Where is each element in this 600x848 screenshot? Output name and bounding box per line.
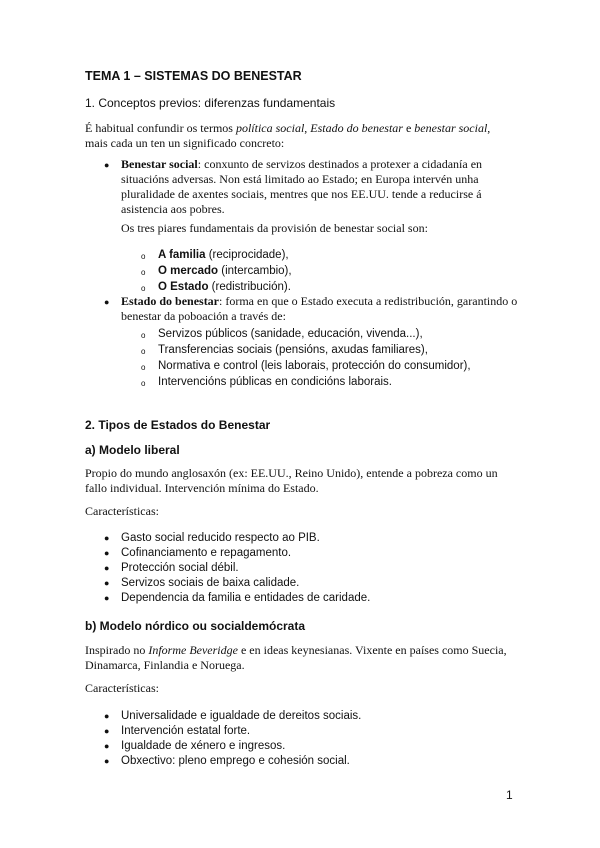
estado-benestar-item: Estado do benestar: forma en que o Estado executa a redistribución, garantindo o benestar da poboación a través de: — [121, 294, 518, 323]
bullet-icon: ● — [104, 593, 110, 603]
means-item: Normativa e control (leis laborais, protección do consumidor), — [158, 360, 471, 372]
nordic-item: Igualdade de xénero e ingresos. — [121, 740, 286, 752]
liberal-item: Gasto social reducido respecto ao PIB. — [121, 532, 320, 544]
liberal-item: Cofinanciamento e repagamento. — [121, 547, 292, 559]
means-item: Intervencións públicas en condicións laborais. — [158, 376, 392, 388]
bullet-icon: ● — [104, 578, 110, 588]
bullet-icon: ● — [104, 726, 110, 736]
nordic-item: Intervención estatal forte. — [121, 725, 251, 737]
document-title: TEMA 1 – SISTEMAS DO BENESTAR — [85, 69, 302, 83]
pillar-estado: O Estado (redistribución). — [158, 281, 291, 293]
nordic-item: Obxectivo: pleno emprego e cohesión social. — [121, 755, 350, 767]
bullet-icon: ● — [104, 741, 110, 751]
liberal-item: Protección social débil. — [121, 562, 239, 574]
means-item: Servizos públicos (sanidade, educación, vivenda...), — [158, 328, 423, 340]
bullet-icon: ● — [104, 160, 110, 170]
sub-bullet-icon: o — [141, 268, 146, 277]
bullet-icon: ● — [104, 563, 110, 573]
pillar-mercado: O mercado (intercambio), — [158, 265, 292, 277]
sub-bullet-icon: o — [141, 284, 146, 293]
bullet-icon: ● — [104, 533, 110, 543]
sub-bullet-icon: o — [141, 379, 146, 388]
sub-bullet-icon: o — [141, 331, 146, 340]
nordic-item: Universalidade e igualdade de dereitos sociais. — [121, 710, 362, 722]
means-item: Transferencias sociais (pensións, axudas familiares), — [158, 344, 428, 356]
liberal-paragraph: Propio do mundo anglosaxón (ex: EE.UU., Reino Unido), entende a pobreza como un fallo individual. Intervención mínima do Estado. — [85, 466, 498, 495]
bullet-icon: ● — [104, 711, 110, 721]
intro-paragraph: É habitual confundir os termos política social, Estado do benestar e benestar social, mais cada un ten un significado concreto: — [85, 121, 491, 150]
liberal-heading: a) Modelo liberal — [85, 443, 180, 457]
benestar-social-item: Benestar social: conxunto de servizos destinados a protexer a cidadanía en situacións adversas. Non está limitado ao Estado; en Europa intervén unha pluralidade de axentes sociais, mentres que nos EE.UU. tende a reducirse á asistencia aos pobres. — [121, 157, 483, 216]
nordic-heading: b) Modelo nórdico ou socialdemócrata — [85, 619, 306, 633]
liberal-item: Servizos sociais de baixa calidade. — [121, 577, 300, 589]
sub-bullet-icon: o — [141, 347, 146, 356]
page-number: 1 — [506, 788, 513, 802]
pillar-familia: A familia (reciprocidade), — [158, 249, 289, 261]
section-1-heading: 1. Conceptos previos: diferenzas fundamentais — [85, 96, 336, 110]
nordic-characteristics-label: Características: — [85, 681, 159, 695]
pillars-intro: Os tres piares fundamentais da provisión de benestar social son: — [121, 221, 428, 235]
liberal-characteristics-label: Características: — [85, 504, 159, 518]
nordic-paragraph: Inspirado no Informe Beveridge e en ideas keynesianas. Vixente en países como Suecia, Dinamarca, Finlandia e Noruega. — [85, 643, 507, 672]
bullet-icon: ● — [104, 756, 110, 766]
sub-bullet-icon: o — [141, 252, 146, 261]
sub-bullet-icon: o — [141, 363, 146, 372]
bullet-icon: ● — [104, 548, 110, 558]
section-2-heading: 2. Tipos de Estados do Benestar — [85, 418, 271, 432]
bullet-icon: ● — [104, 297, 110, 307]
liberal-item: Dependencia da familia e entidades de caridade. — [121, 592, 371, 604]
